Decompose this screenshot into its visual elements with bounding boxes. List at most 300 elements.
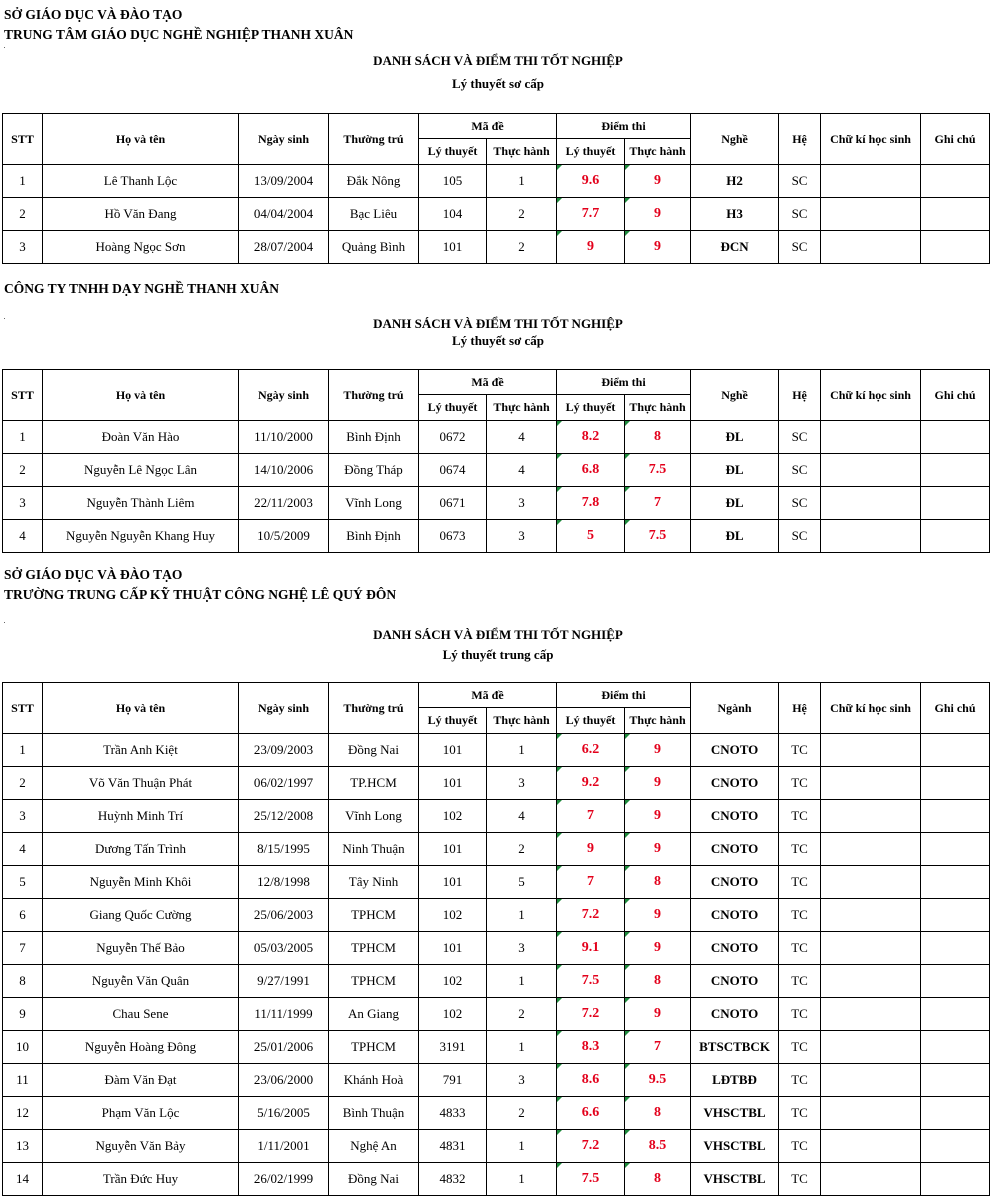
cell-score-practice: 7 — [625, 487, 691, 520]
cell-major: CNOTO — [691, 767, 779, 800]
table-row — [3, 866, 990, 899]
cell-dob: 1/11/2001 — [239, 1130, 329, 1163]
cell-name: Trần Đức Huy — [43, 1163, 239, 1196]
cell-name: Đàm Văn Đạt — [43, 1064, 239, 1097]
cell-score-theory: 9.2 — [557, 767, 625, 800]
table-row — [3, 899, 990, 932]
cell-code-practice: 1 — [487, 965, 557, 998]
cell-system: TC — [779, 1064, 821, 1097]
cell-code-practice: 2 — [487, 198, 557, 231]
cell-stt: 7 — [3, 932, 43, 965]
header-name: Họ và tên — [43, 114, 239, 165]
header-exam-code: Mã đề — [419, 683, 557, 708]
cell-residence: Vĩnh Long — [329, 487, 419, 520]
cell-code-theory: 3191 — [419, 1031, 487, 1064]
table-row — [3, 1163, 990, 1196]
cell-major: BTSCTBCK — [691, 1031, 779, 1064]
cell-major: ĐCN — [691, 231, 779, 264]
header-code-theory: Lý thuyết — [419, 395, 487, 421]
cell-major: CNOTO — [691, 734, 779, 767]
table-row — [3, 833, 990, 866]
cell-stt: 8 — [3, 965, 43, 998]
cell-note — [921, 866, 990, 899]
cell-major: CNOTO — [691, 899, 779, 932]
cell-score-theory: 9 — [557, 231, 625, 264]
cell-score-practice: 9 — [625, 231, 691, 264]
header-name: Họ và tên — [43, 370, 239, 421]
cell-residence: Bình Định — [329, 421, 419, 454]
header-code-practice: Thực hành — [487, 708, 557, 734]
table-row — [3, 1097, 990, 1130]
cell-name: Nguyễn Văn Quân — [43, 965, 239, 998]
cell-major: CNOTO — [691, 932, 779, 965]
cell-residence: Khánh Hoà — [329, 1064, 419, 1097]
header-exam-code: Mã đề — [419, 370, 557, 395]
cell-signature — [821, 1031, 921, 1064]
cell-signature — [821, 1064, 921, 1097]
cell-signature — [821, 965, 921, 998]
cell-system: SC — [779, 421, 821, 454]
cell-major: VHSCTBL — [691, 1097, 779, 1130]
cell-score-theory: 7.2 — [557, 998, 625, 1031]
header-code-practice: Thực hành — [487, 395, 557, 421]
cell-signature — [821, 1130, 921, 1163]
cell-stt: 14 — [3, 1163, 43, 1196]
cell-note — [921, 487, 990, 520]
cell-residence: Bạc Liêu — [329, 198, 419, 231]
cell-signature — [821, 932, 921, 965]
header-dob: Ngày sinh — [239, 370, 329, 421]
cell-signature — [821, 800, 921, 833]
header-dob: Ngày sinh — [239, 683, 329, 734]
cell-dob: 12/8/1998 — [239, 866, 329, 899]
cell-major: CNOTO — [691, 800, 779, 833]
cell-major: H3 — [691, 198, 779, 231]
cell-note — [921, 998, 990, 1031]
cell-residence: Vĩnh Long — [329, 800, 419, 833]
cell-code-theory: 102 — [419, 965, 487, 998]
header-system: Hệ — [779, 114, 821, 165]
cell-note — [921, 734, 990, 767]
cell-system: TC — [779, 998, 821, 1031]
section3-header-line1: SỞ GIÁO DỤC VÀ ĐÀO TẠO — [4, 567, 183, 582]
cell-major: LĐTBĐ — [691, 1064, 779, 1097]
cell-system: SC — [779, 520, 821, 553]
cell-score-theory: 5 — [557, 520, 625, 553]
cell-note — [921, 800, 990, 833]
table-row — [3, 932, 990, 965]
header-score-theory: Lý thuyết — [557, 139, 625, 165]
cell-system: TC — [779, 932, 821, 965]
header-stt: STT — [3, 370, 43, 421]
cell-residence: An Giang — [329, 998, 419, 1031]
header-note: Ghi chú — [921, 114, 990, 165]
cell-name: Chau Sene — [43, 998, 239, 1031]
cell-signature — [821, 1097, 921, 1130]
cell-note — [921, 421, 990, 454]
cell-score-theory: 6.6 — [557, 1097, 625, 1130]
cell-code-practice: 4 — [487, 454, 557, 487]
cell-code-theory: 0673 — [419, 520, 487, 553]
header-score-theory: Lý thuyết — [557, 708, 625, 734]
cell-dob: 13/09/2004 — [239, 165, 329, 198]
cell-name: Võ Văn Thuận Phát — [43, 767, 239, 800]
cell-code-theory: 102 — [419, 899, 487, 932]
cell-residence: Quảng Bình — [329, 231, 419, 264]
cell-name: Phạm Văn Lộc — [43, 1097, 239, 1130]
cell-code-theory: 101 — [419, 932, 487, 965]
cell-dob: 28/07/2004 — [239, 231, 329, 264]
cell-system: SC — [779, 454, 821, 487]
cell-code-theory: 4831 — [419, 1130, 487, 1163]
cell-residence: TP.HCM — [329, 767, 419, 800]
cell-note — [921, 1130, 990, 1163]
cell-code-practice: 2 — [487, 998, 557, 1031]
cell-dob: 06/02/1997 — [239, 767, 329, 800]
cell-score-practice: 9 — [625, 165, 691, 198]
cell-score-practice: 8 — [625, 965, 691, 998]
cell-signature — [821, 1163, 921, 1196]
cell-code-theory: 4832 — [419, 1163, 487, 1196]
cell-score-theory: 8.2 — [557, 421, 625, 454]
cell-code-practice: 3 — [487, 487, 557, 520]
cell-score-theory: 7.2 — [557, 1130, 625, 1163]
cell-name: Giang Quốc Cường — [43, 899, 239, 932]
cell-dob: 25/01/2006 — [239, 1031, 329, 1064]
cell-major: ĐL — [691, 520, 779, 553]
cell-note — [921, 231, 990, 264]
table-row — [3, 198, 990, 231]
cell-major: ĐL — [691, 454, 779, 487]
header-signature: Chữ kí học sinh — [821, 683, 921, 734]
header-code-theory: Lý thuyết — [419, 708, 487, 734]
cell-stt: 2 — [3, 767, 43, 800]
cell-code-theory: 4833 — [419, 1097, 487, 1130]
cell-major: VHSCTBL — [691, 1130, 779, 1163]
table-row — [3, 965, 990, 998]
cell-note — [921, 899, 990, 932]
cell-stt: 6 — [3, 899, 43, 932]
cell-score-theory: 7.5 — [557, 965, 625, 998]
cell-major: ĐL — [691, 487, 779, 520]
cell-residence: TPHCM — [329, 1031, 419, 1064]
cell-residence: Đắk Nông — [329, 165, 419, 198]
cell-score-practice: 7 — [625, 1031, 691, 1064]
header-score-theory: Lý thuyết — [557, 395, 625, 421]
cell-system: TC — [779, 1097, 821, 1130]
cell-note — [921, 165, 990, 198]
header-signature: Chữ kí học sinh — [821, 114, 921, 165]
cell-stt: 1 — [3, 734, 43, 767]
header-score-practice: Thực hành — [625, 395, 691, 421]
table-row — [3, 165, 990, 198]
cell-system: TC — [779, 734, 821, 767]
header-residence: Thường trú — [329, 370, 419, 421]
cell-major: CNOTO — [691, 998, 779, 1031]
cell-code-practice: 1 — [487, 1031, 557, 1064]
cell-dob: 8/15/1995 — [239, 833, 329, 866]
cell-code-theory: 101 — [419, 734, 487, 767]
table-row — [3, 454, 990, 487]
cell-dob: 23/06/2000 — [239, 1064, 329, 1097]
cell-signature — [821, 833, 921, 866]
cell-code-practice: 1 — [487, 734, 557, 767]
cell-system: TC — [779, 866, 821, 899]
header-system: Hệ — [779, 683, 821, 734]
cell-major: CNOTO — [691, 965, 779, 998]
cell-dob: 05/03/2005 — [239, 932, 329, 965]
cell-stt: 4 — [3, 833, 43, 866]
cell-code-practice: 3 — [487, 932, 557, 965]
cell-name: Nguyễn Thế Bảo — [43, 932, 239, 965]
cell-code-practice: 2 — [487, 1097, 557, 1130]
cell-major: H2 — [691, 165, 779, 198]
header-stt: STT — [3, 114, 43, 165]
header-major: Ngành — [691, 683, 779, 734]
cell-signature — [821, 454, 921, 487]
cell-name: Dương Tấn Trình — [43, 833, 239, 866]
cell-score-practice: 9 — [625, 800, 691, 833]
cell-stt: 1 — [3, 165, 43, 198]
cell-signature — [821, 767, 921, 800]
section2-header-line1: CÔNG TY TNHH DẠY NGHỀ THANH XUÂN — [4, 281, 280, 296]
table-row — [3, 231, 990, 264]
cell-residence: Ninh Thuận — [329, 833, 419, 866]
header-score-practice: Thực hành — [625, 139, 691, 165]
cell-signature — [821, 421, 921, 454]
table-row — [3, 487, 990, 520]
table-row — [3, 767, 990, 800]
cell-dob: 26/02/1999 — [239, 1163, 329, 1196]
cell-name: Nguyễn Lê Ngọc Lân — [43, 454, 239, 487]
section1-table — [2, 113, 990, 264]
cell-score-practice: 8 — [625, 1097, 691, 1130]
table-row — [3, 1130, 990, 1163]
cell-name: Nguyễn Thành Liêm — [43, 487, 239, 520]
section1-subtitle: Lý thuyết sơ cấp — [451, 76, 545, 91]
cell-code-practice: 2 — [487, 833, 557, 866]
cell-residence: TPHCM — [329, 932, 419, 965]
cell-system: TC — [779, 1130, 821, 1163]
cell-score-practice: 9 — [625, 198, 691, 231]
cell-dob: 10/5/2009 — [239, 520, 329, 553]
section2-title: DANH SÁCH VÀ ĐIỂM THI TỐT NGHIỆP — [373, 316, 623, 331]
cell-stt: 12 — [3, 1097, 43, 1130]
cell-code-practice: 2 — [487, 231, 557, 264]
cell-dob: 23/09/2003 — [239, 734, 329, 767]
cell-major: CNOTO — [691, 866, 779, 899]
cell-note — [921, 1163, 990, 1196]
cell-code-practice: 1 — [487, 1163, 557, 1196]
cell-marker — [4, 47, 5, 48]
cell-dob: 25/12/2008 — [239, 800, 329, 833]
cell-name: Nguyễn Văn Bảy — [43, 1130, 239, 1163]
cell-dob: 9/27/1991 — [239, 965, 329, 998]
header-major: Nghề — [691, 370, 779, 421]
cell-score-theory: 7.2 — [557, 899, 625, 932]
section1-header-line2: TRUNG TÂM GIÁO DỤC NGHỀ NGHIỆP THANH XUÂN — [4, 27, 354, 42]
table-row — [3, 1064, 990, 1097]
table-row — [3, 800, 990, 833]
cell-code-theory: 0671 — [419, 487, 487, 520]
header-residence: Thường trú — [329, 683, 419, 734]
cell-residence: Nghệ An — [329, 1130, 419, 1163]
cell-stt: 13 — [3, 1130, 43, 1163]
section2-subtitle: Lý thuyết sơ cấp — [451, 333, 545, 348]
header-code-practice: Thực hành — [487, 139, 557, 165]
cell-code-theory: 101 — [419, 767, 487, 800]
cell-note — [921, 520, 990, 553]
cell-score-practice: 9.5 — [625, 1064, 691, 1097]
cell-code-practice: 3 — [487, 1064, 557, 1097]
cell-score-theory: 9.6 — [557, 165, 625, 198]
cell-dob: 14/10/2006 — [239, 454, 329, 487]
cell-score-theory: 6.2 — [557, 734, 625, 767]
table-row — [3, 734, 990, 767]
cell-residence: Bình Định — [329, 520, 419, 553]
cell-signature — [821, 165, 921, 198]
cell-score-theory: 8.3 — [557, 1031, 625, 1064]
cell-code-practice: 3 — [487, 767, 557, 800]
cell-name: Trần Anh Kiệt — [43, 734, 239, 767]
cell-name: Nguyễn Minh Khôi — [43, 866, 239, 899]
cell-score-practice: 8 — [625, 866, 691, 899]
cell-code-practice: 1 — [487, 165, 557, 198]
cell-score-practice: 7.5 — [625, 520, 691, 553]
cell-score-practice: 9 — [625, 767, 691, 800]
section3-title: DANH SÁCH VÀ ĐIỂM THI TỐT NGHIỆP — [373, 627, 623, 642]
table-row — [3, 1031, 990, 1064]
cell-name: Nguyễn Nguyễn Khang Huy — [43, 520, 239, 553]
header-residence: Thường trú — [329, 114, 419, 165]
cell-system: SC — [779, 487, 821, 520]
cell-note — [921, 1097, 990, 1130]
cell-code-practice: 5 — [487, 866, 557, 899]
cell-code-theory: 102 — [419, 800, 487, 833]
cell-stt: 3 — [3, 231, 43, 264]
cell-score-theory: 7.7 — [557, 198, 625, 231]
cell-score-theory: 9.1 — [557, 932, 625, 965]
cell-code-theory: 105 — [419, 165, 487, 198]
cell-marker — [4, 622, 5, 623]
cell-note — [921, 1064, 990, 1097]
cell-stt: 11 — [3, 1064, 43, 1097]
cell-residence: Đồng Nai — [329, 734, 419, 767]
cell-note — [921, 833, 990, 866]
cell-major: ĐL — [691, 421, 779, 454]
cell-stt: 5 — [3, 866, 43, 899]
cell-score-practice: 9 — [625, 932, 691, 965]
cell-system: TC — [779, 800, 821, 833]
header-scores: Điểm thi — [557, 683, 691, 708]
header-score-practice: Thực hành — [625, 708, 691, 734]
header-exam-code: Mã đề — [419, 114, 557, 139]
cell-signature — [821, 520, 921, 553]
cell-system: TC — [779, 965, 821, 998]
cell-system: TC — [779, 899, 821, 932]
cell-score-practice: 9 — [625, 899, 691, 932]
cell-code-theory: 102 — [419, 998, 487, 1031]
section1-header-line1: SỞ GIÁO DỤC VÀ ĐÀO TẠO — [4, 7, 183, 22]
table-row — [3, 421, 990, 454]
cell-signature — [821, 899, 921, 932]
cell-stt: 3 — [3, 800, 43, 833]
cell-score-theory: 7 — [557, 800, 625, 833]
cell-score-practice: 9 — [625, 833, 691, 866]
cell-stt: 4 — [3, 520, 43, 553]
cell-dob: 04/04/2004 — [239, 198, 329, 231]
cell-stt: 9 — [3, 998, 43, 1031]
cell-residence: TPHCM — [329, 965, 419, 998]
cell-code-theory: 104 — [419, 198, 487, 231]
cell-score-practice: 9 — [625, 734, 691, 767]
cell-system: TC — [779, 833, 821, 866]
cell-name: Hồ Văn Đang — [43, 198, 239, 231]
header-scores: Điểm thi — [557, 370, 691, 395]
cell-major: CNOTO — [691, 833, 779, 866]
section3-table — [2, 682, 990, 1196]
cell-score-theory: 9 — [557, 833, 625, 866]
cell-name: Lê Thanh Lộc — [43, 165, 239, 198]
cell-code-theory: 101 — [419, 231, 487, 264]
cell-code-theory: 101 — [419, 833, 487, 866]
header-note: Ghi chú — [921, 683, 990, 734]
header-dob: Ngày sinh — [239, 114, 329, 165]
header-scores: Điểm thi — [557, 114, 691, 139]
cell-dob: 25/06/2003 — [239, 899, 329, 932]
cell-score-theory: 7.5 — [557, 1163, 625, 1196]
header-code-theory: Lý thuyết — [419, 139, 487, 165]
cell-system: TC — [779, 1031, 821, 1064]
table-row — [3, 520, 990, 553]
cell-code-theory: 101 — [419, 866, 487, 899]
cell-dob: 11/11/1999 — [239, 998, 329, 1031]
cell-signature — [821, 866, 921, 899]
cell-name: Đoàn Văn Hào — [43, 421, 239, 454]
section2-table — [2, 369, 990, 553]
cell-system: SC — [779, 165, 821, 198]
cell-score-theory: 6.8 — [557, 454, 625, 487]
cell-residence: TPHCM — [329, 899, 419, 932]
cell-note — [921, 767, 990, 800]
cell-stt: 10 — [3, 1031, 43, 1064]
cell-code-practice: 1 — [487, 899, 557, 932]
cell-stt: 1 — [3, 421, 43, 454]
section3-header-line2: TRƯỜNG TRUNG CẤP KỸ THUẬT CÔNG NGHỆ LÊ QUÝ ĐÔN — [4, 587, 397, 602]
cell-score-theory: 7.8 — [557, 487, 625, 520]
cell-score-practice: 9 — [625, 998, 691, 1031]
cell-residence: Bình Thuận — [329, 1097, 419, 1130]
cell-signature — [821, 487, 921, 520]
header-stt: STT — [3, 683, 43, 734]
cell-code-practice: 1 — [487, 1130, 557, 1163]
cell-name: Hoàng Ngọc Sơn — [43, 231, 239, 264]
cell-score-theory: 8.6 — [557, 1064, 625, 1097]
cell-signature — [821, 231, 921, 264]
cell-code-theory: 0674 — [419, 454, 487, 487]
cell-stt: 2 — [3, 198, 43, 231]
cell-major: VHSCTBL — [691, 1163, 779, 1196]
cell-residence: Đồng Nai — [329, 1163, 419, 1196]
cell-code-theory: 0672 — [419, 421, 487, 454]
section1-title: DANH SÁCH VÀ ĐIỂM THI TỐT NGHIỆP — [373, 53, 623, 68]
section3-subtitle: Lý thuyết trung cấp — [442, 647, 554, 662]
cell-name: Huỳnh Minh Trí — [43, 800, 239, 833]
cell-signature — [821, 198, 921, 231]
cell-system: SC — [779, 198, 821, 231]
cell-score-practice: 8 — [625, 421, 691, 454]
cell-code-practice: 3 — [487, 520, 557, 553]
